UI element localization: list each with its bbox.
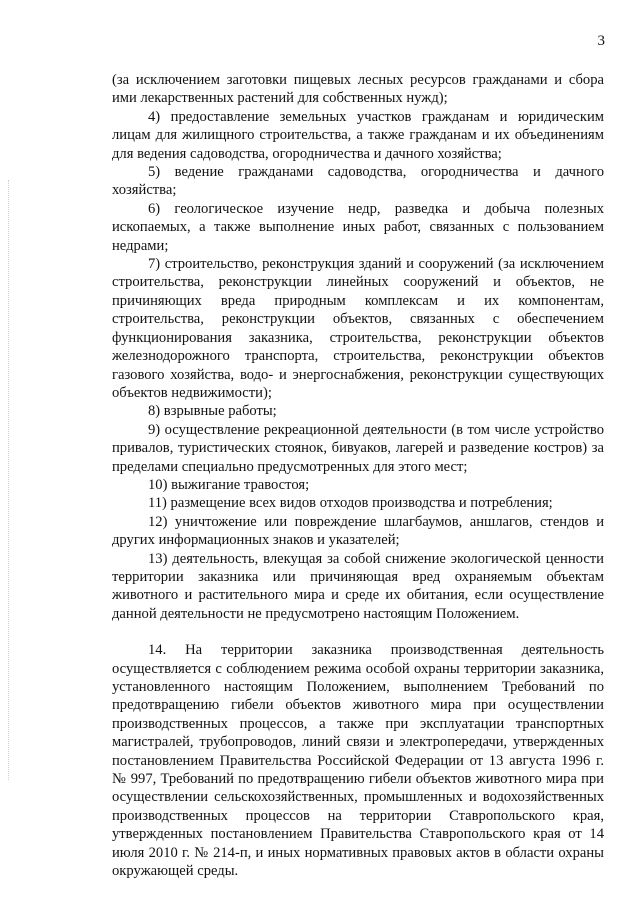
paragraph-item-7: 7) строительство, реконструкция зданий и сооружений (за исключением строительства, реконструкции линейных сооружений и объектов, не причиняющих вреда природным комплексам и их компонентам, строительства, реконструкции объектов, связанных с обеспечением функционирования заказника, строительства, реконструкции объектов железнодорожного транспорта, строительства, реконструкции объектов газового хозяйства, водо- и энергоснабжения, реконструкции существующих объектов недвижимости); [112,256,604,401]
paragraph-item-6: 6) геологическое изучение недр, разведка и добыча полезных ископаемых, а также выполнение иных работ, связанных с пользованием недрами; [112,200,604,254]
paragraph-item-11: 11) размещение всех видов отходов производства и потребления; [148,495,553,512]
paragraph-item-13: 13) деятельность, влекущая за собой снижение экологической ценности территории заказника или причиняющая вред охраняемым объектам животного и растительного мира и среде их обитания, если осуществление данной деятельности не предусмотрено настоящим Положением. [112,550,604,622]
scan-margin-artifact [8,180,11,780]
paragraph-continuation: (за исключением заготовки пищевых лесных ресурсов гражданами и сбора ими лекарственных растений для собственных нужд); [112,72,604,107]
paragraph-section-14: 14. На территории заказника производственная деятельность осуществляется с соблюдением режима особой охраны территории заказника, установленного настоящим Положением, выполнением Требований по предотвращению гибели объектов животного мира при осуществлении производственных процессов, а также при эксплуатации транспортных магистралей, трубопроводов, линий связи и электропередачи, утвержденных постановлением Правительства Российской Федерации от 13 августа 1996 г. № 997, Требований по предотвращению гибели объектов животного мира при осуществлении сельскохозяйственных, промышленных и водохозяйственных производственных процессов на территории Ставропольского края, утвержденных постановлением Правительства Ставропольского края от 14 июля 2010 г. № 214-п, и иных нормативных правовых актов в области охраны окружающей среды. [112,642,604,880]
paragraph-item-8: 8) взрывные работы; [148,403,277,420]
paragraph-item-5: 5) ведение гражданами садоводства, огородничества и дачного хозяйства; [112,164,604,199]
paragraph-item-10: 10) выжигание травостоя; [148,476,310,493]
paragraph-item-12: 12) уничтожение или повреждение шлагбаумов, аншлагов, стендов и других информационных знаков и указателей; [112,513,604,549]
paragraph-item-4: 4) предоставление земельных участков гражданам и юридическим лицам для жилищного строительства, а также гражданам и их объединениям для ведения садоводства, огородничества и дачного хозяйства; [112,108,604,162]
document-body [112,71,604,880]
page-number: 3 [597,33,605,49]
paragraph-item-9: 9) осуществление рекреационной деятельности (в том числе устройство привалов, туристических стоянок, бивуаков, лагерей и разведение костров) за пределами специально предусмотренных для этого мест; [112,421,604,475]
